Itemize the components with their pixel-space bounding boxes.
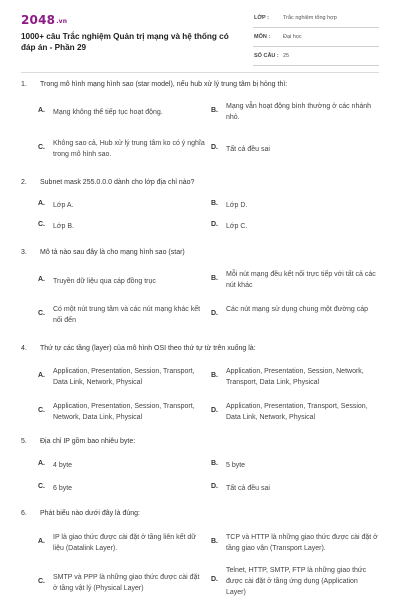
option-text: Lớp C. bbox=[226, 223, 248, 230]
meta-key: MÔN : bbox=[254, 34, 271, 40]
question-1 bbox=[21, 81, 381, 163]
meta-key: LỚP : bbox=[254, 15, 269, 21]
option-text: Không sao cả, Hub xử lý trung tâm ko có ý nghĩa trong mô hình sao. bbox=[53, 140, 205, 158]
option-text: Application, Presentation, Session, Transport, Data Link, Network, Physical bbox=[53, 368, 195, 386]
option-letter: C. bbox=[38, 483, 45, 490]
question-text: Mô tả nào sau đây là cho mạng hình sao (star) bbox=[40, 249, 185, 256]
option-text: TCP và HTTP là những giao thức được cài đặt ở tầng giao vận (Transport Layer). bbox=[226, 534, 378, 552]
option-text: 4 byte bbox=[53, 462, 73, 469]
option-letter: D. bbox=[211, 221, 218, 228]
meta-value: Trắc nghiệm tổng hợp bbox=[283, 15, 337, 21]
question-number: 5. bbox=[21, 438, 27, 445]
option-text: Lớp B. bbox=[53, 223, 74, 230]
option-letter: D. bbox=[211, 310, 218, 317]
option-letter: C. bbox=[38, 578, 45, 585]
option-text: Mỗi nút mạng đều kết nối trực tiếp với tất cả các nút khác bbox=[226, 271, 376, 289]
question-4 bbox=[21, 345, 381, 427]
meta-value: Đại học bbox=[283, 34, 302, 40]
meta-key: SỐ CÂU : bbox=[254, 53, 279, 59]
option-letter: C. bbox=[38, 310, 45, 317]
question-number: 1. bbox=[21, 81, 27, 88]
option-letter: B. bbox=[211, 460, 218, 467]
option-text: Tất cả đều sai bbox=[226, 146, 270, 153]
option-text: Telnet, HTTP, SMTP, FTP là những giao thức được cài đặt ở tầng ứng dụng (Application Layer) bbox=[226, 567, 367, 596]
meta-table bbox=[253, 13, 379, 70]
option-letter: A. bbox=[38, 107, 45, 114]
option-letter: A. bbox=[38, 276, 45, 283]
option-letter: C. bbox=[38, 407, 45, 414]
option-letter: D. bbox=[211, 144, 218, 151]
option-text: Tất cả đều sai bbox=[226, 485, 270, 492]
option-letter: B. bbox=[211, 200, 218, 207]
question-text: Thứ tự các tầng (layer) của mô hình OSI theo thứ tự từ trên xuống là: bbox=[40, 345, 256, 352]
option-letter: D. bbox=[211, 483, 218, 490]
logo-suffix: .vn bbox=[56, 18, 68, 25]
option-text: Mạng vẫn hoạt động bình thường ở các nhánh nhỏ. bbox=[226, 103, 372, 121]
option-letter: D. bbox=[211, 576, 218, 583]
page-header bbox=[0, 0, 400, 68]
option-text: Các nút mạng sử dụng chung một đường cáp bbox=[226, 306, 368, 313]
option-letter: A. bbox=[38, 200, 45, 207]
option-text: Có một nút trung tâm và các nút mạng khác kết nối đến bbox=[53, 306, 201, 324]
option-text: Lớp D. bbox=[226, 202, 248, 209]
meta-row-subject bbox=[253, 32, 379, 47]
option-letter: B. bbox=[211, 538, 218, 545]
question-text: Phát biểu nào dưới đây là đúng: bbox=[40, 510, 140, 517]
option-letter: C. bbox=[38, 144, 45, 151]
site-logo[interactable] bbox=[21, 13, 67, 27]
option-text: 6 byte bbox=[53, 485, 73, 492]
option-text: IP là giao thức được cài đặt ở tầng liên kết dữ liệu (Datalink Layer). bbox=[53, 534, 196, 552]
question-number: 6. bbox=[21, 510, 27, 517]
option-text: SMTP và PPP là những giao thức được cài đặt ở tầng vật lý (Physical Layer) bbox=[53, 574, 200, 592]
option-letter: C. bbox=[38, 221, 45, 228]
option-text: Lớp A. bbox=[53, 202, 74, 209]
question-5 bbox=[21, 438, 381, 493]
question-number: 2. bbox=[21, 179, 27, 186]
option-text: Application, Presentation, Transport, Session, Data Link, Network, Physical bbox=[226, 403, 368, 421]
question-text: Trong mô hình mạng hình sao (star model), nếu hub xử lý trung tâm bị hỏng thì: bbox=[40, 81, 288, 88]
option-text: Application, Presentation, Session, Network, Transport, Data Link, Physical bbox=[226, 368, 364, 386]
question-text: Subnet mask 255.0.0.0 dành cho lớp địa chỉ nào? bbox=[40, 179, 195, 186]
option-text: Application, Presentation, Session, Transport, Network, Data Link, Physical bbox=[53, 403, 195, 421]
meta-value: 25 bbox=[283, 53, 290, 59]
meta-row-count bbox=[253, 51, 379, 66]
option-letter: A. bbox=[38, 538, 45, 545]
meta-row-class bbox=[253, 13, 379, 28]
question-text: Địa chỉ IP gồm bao nhiêu byte: bbox=[40, 438, 136, 445]
option-letter: B. bbox=[211, 372, 218, 379]
logo-main: 2048 bbox=[21, 13, 56, 27]
question-6 bbox=[21, 510, 381, 600]
option-letter: D. bbox=[211, 407, 218, 414]
header-divider bbox=[21, 72, 379, 73]
option-text: Truyền dữ liệu qua cáp đồng trục bbox=[53, 278, 156, 285]
question-3 bbox=[21, 249, 381, 331]
document-title: 1000+ câu Trắc nghiệm Quản trị mạng và hệ thống có đáp án - Phần 29 bbox=[21, 32, 229, 52]
question-number: 4. bbox=[21, 345, 27, 352]
option-text: 5 byte bbox=[226, 462, 246, 469]
option-text: Mạng không thể tiếp tục hoạt động. bbox=[53, 109, 163, 116]
option-letter: B. bbox=[211, 275, 218, 282]
option-letter: A. bbox=[38, 372, 45, 379]
question-2 bbox=[21, 179, 381, 234]
option-letter: A. bbox=[38, 460, 45, 467]
question-number: 3. bbox=[21, 249, 27, 256]
option-letter: B. bbox=[211, 107, 218, 114]
